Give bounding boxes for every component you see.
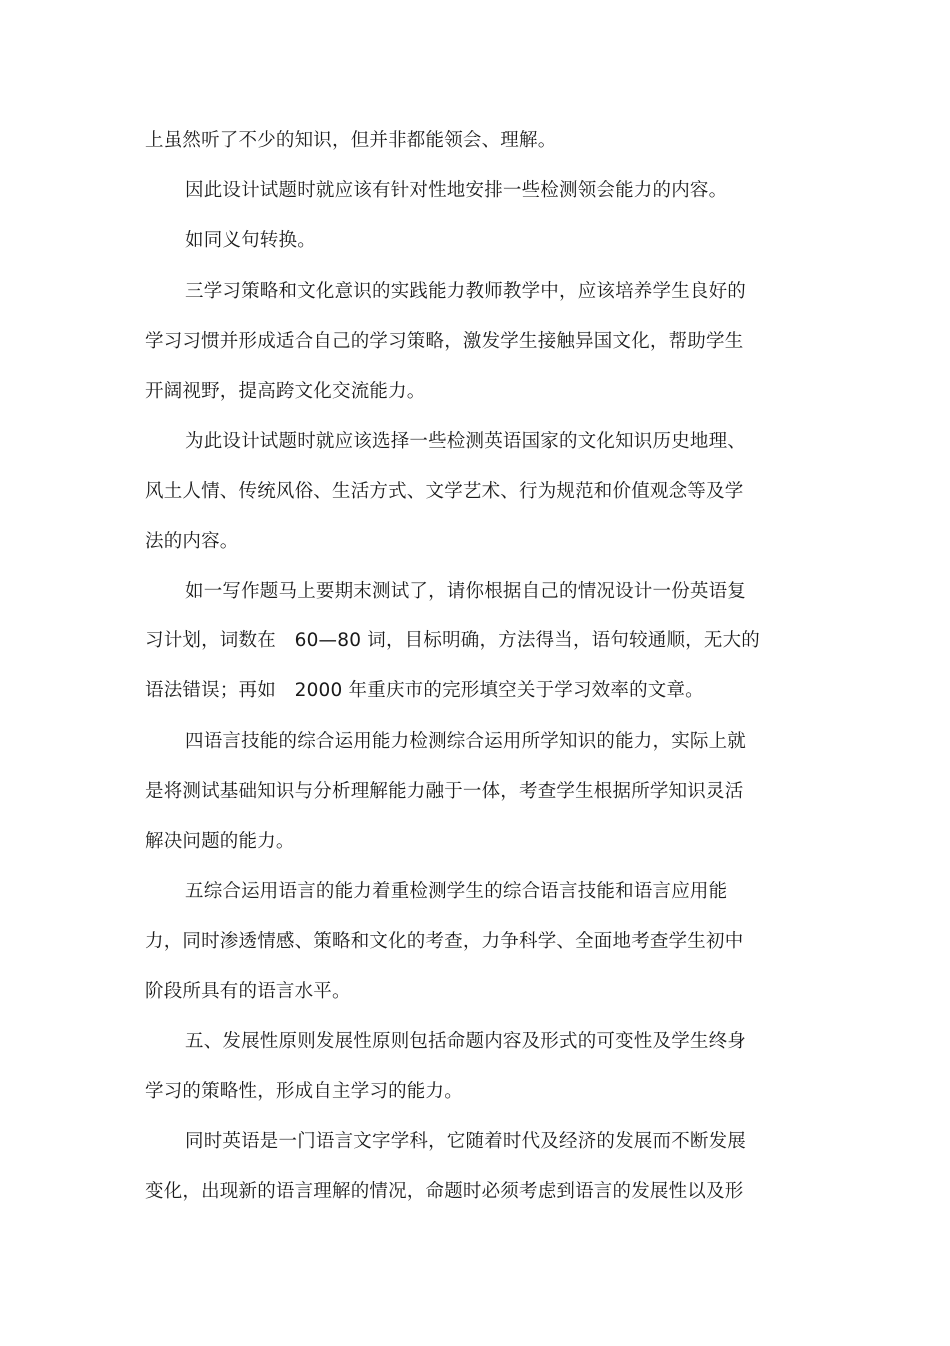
text-line: 上虽然听了不少的知识，但并非都能领会、理解。 (145, 130, 557, 151)
text-line: 语法错误；再如 2000 年重庆市的完形填空关于学习效率的文章。 (145, 680, 704, 701)
text-line: 力，同时渗透情感、策略和文化的考查，力争科学、全面地考查学生初中 (145, 931, 744, 952)
text-line: 学习习惯并形成适合自己的学习策略，激发学生接触异国文化，帮助学生 (145, 331, 744, 352)
paragraph-line: 四语言技能的综合运用能力检测综合运用所学知识的能力，实际上就 (185, 731, 747, 752)
paragraph-line: 如同义句转换。 (185, 230, 316, 251)
text-line: 阶段所具有的语言水平。 (145, 981, 351, 1002)
text-line: 法的内容。 (145, 531, 239, 552)
paragraph-line: 五综合运用语言的能力着重检测学生的综合语言技能和语言应用能 (185, 881, 728, 902)
text-line: 开阔视野，提高跨文化交流能力。 (145, 381, 426, 402)
text-line: 变化，出现新的语言理解的情况，命题时必须考虑到语言的发展性以及形 (145, 1181, 744, 1202)
paragraph-line: 因此设计试题时就应该有针对性地安排一些检测领会能力的内容。 (185, 180, 728, 201)
text-line: 风土人情、传统风俗、生活方式、文学艺术、行为规范和价值观念等及学 (145, 481, 744, 502)
text-line: 是将测试基础知识与分析理解能力融于一体，考查学生根据所学知识灵活 (145, 781, 744, 802)
paragraph-line: 如一写作题马上要期末测试了，请你根据自己的情况设计一份英语复 (185, 581, 747, 602)
paragraph-line: 同时英语是一门语言文字学科，它随着时代及经济的发展而不断发展 (185, 1131, 747, 1152)
text-line: 学习的策略性，形成自主学习的能力。 (145, 1081, 463, 1102)
paragraph-line: 三学习策略和文化意识的实践能力教师教学中，应该培养学生良好的 (185, 281, 747, 302)
paragraph-line: 为此设计试题时就应该选择一些检测英语国家的文化知识历史地理、 (185, 431, 747, 452)
paragraph-line: 五、发展性原则发展性原则包括命题内容及形式的可变性及学生终身 (185, 1031, 747, 1052)
text-line: 习计划，词数在 60—80 词，目标明确，方法得当，语句较通顺，无大的 (145, 630, 760, 651)
text-line: 解决问题的能力。 (145, 831, 295, 852)
